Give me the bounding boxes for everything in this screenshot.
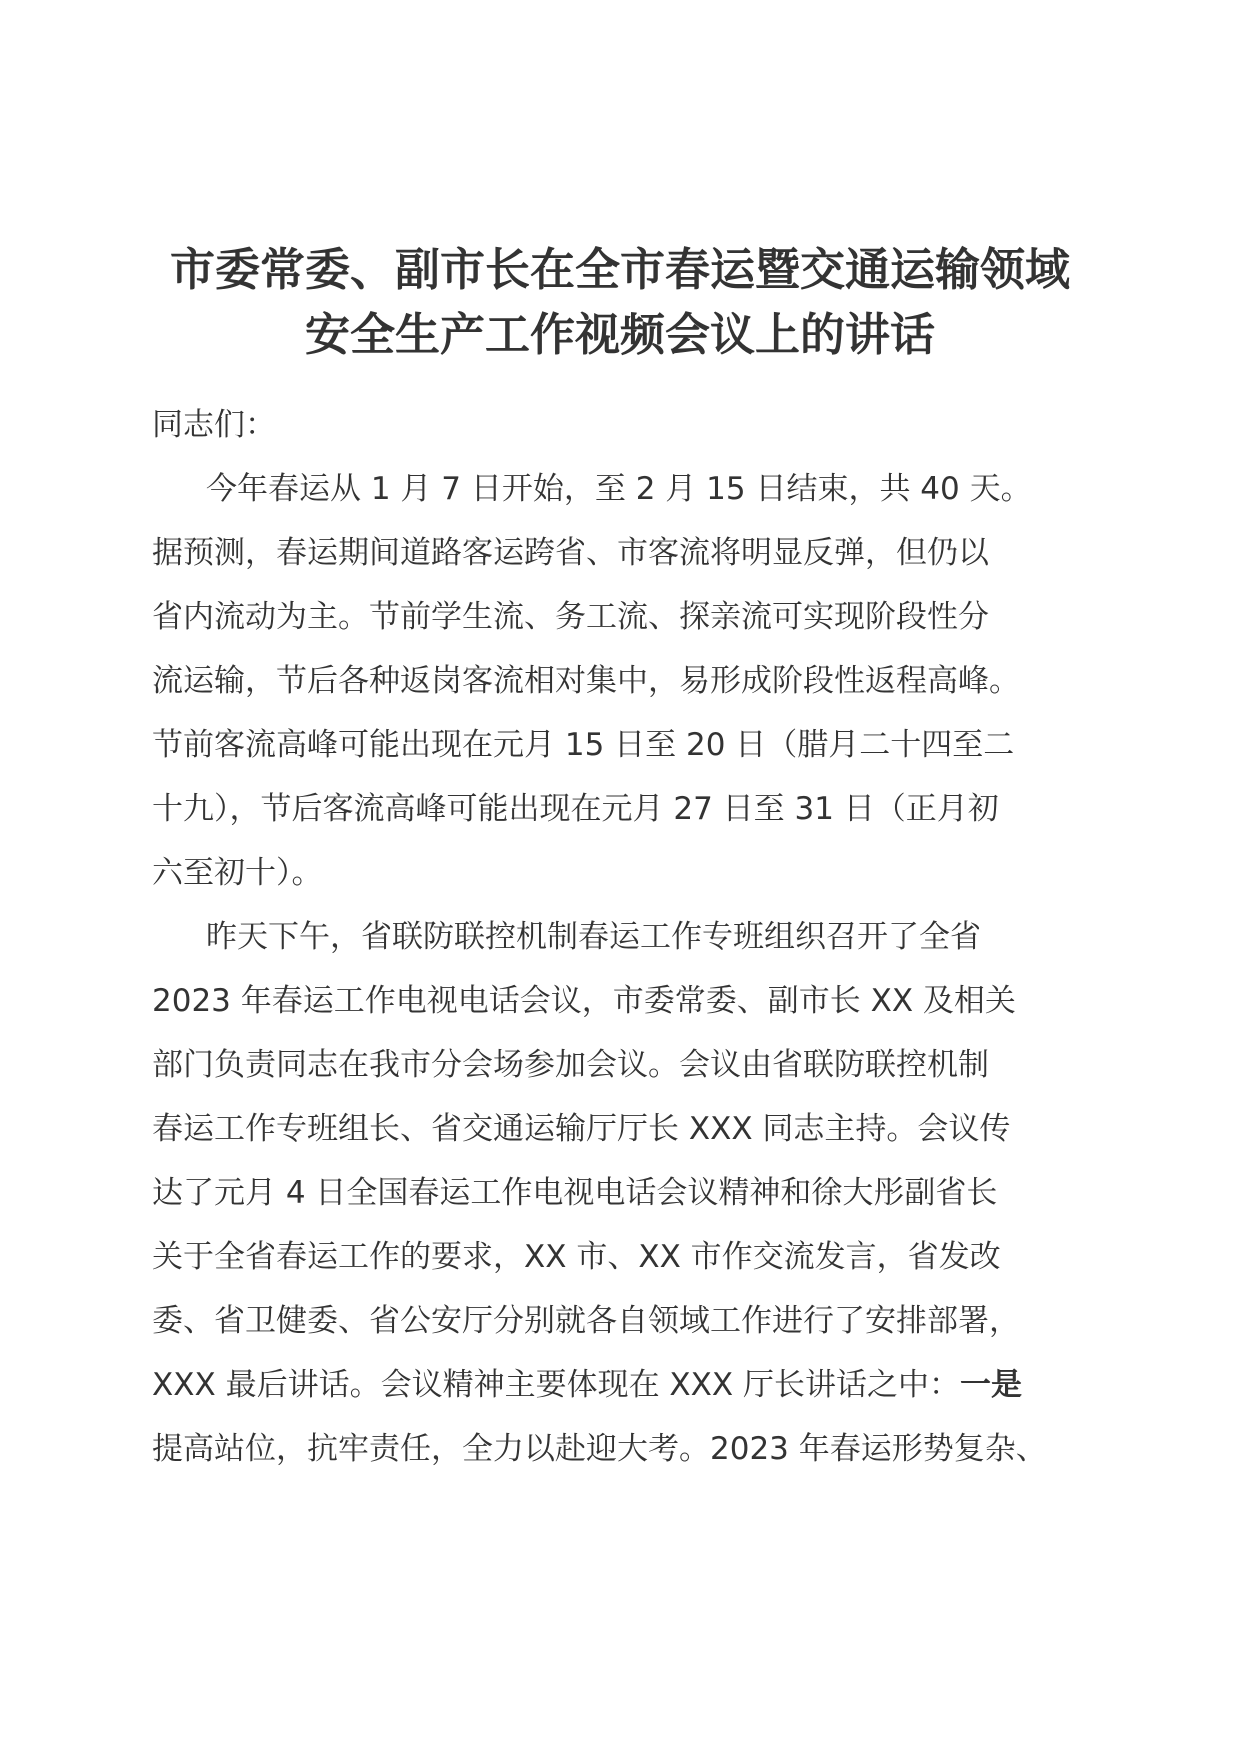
paragraph-1-line-3: 省内流动为主。节前学生流、务工流、探亲流可实现阶段性分 (152, 599, 989, 635)
paragraph-1-line-7: 六至初十）。 (152, 855, 323, 891)
paragraph-2-line-3: 部门负责同志在我市分会场参加会议。会议由省联防联控机制 (152, 1047, 989, 1083)
salutation: 同志们： (152, 407, 276, 443)
paragraph-2-line-5: 达了元月 4 日全国春运工作电视电话会议精神和徐大彤副省长 (152, 1175, 998, 1211)
paragraph-1-line-2: 据预测，春运期间道路客运跨省、市客流将明显反弹，但仍以 (152, 535, 989, 571)
document-title-line-2: 安全生产工作视频会议上的讲话 (304, 308, 935, 361)
paragraph-2-line-2: 2023 年春运工作电视电话会议，市委常委、副市长 XX 及相关 (152, 983, 1016, 1019)
document-title-line-1: 市委常委、副市长在全市春运暨交通运输领域 (169, 243, 1070, 296)
paragraph-1-line-4: 流运输，节后各种返岗客流相对集中，易形成阶段性返程高峰。 (152, 663, 1020, 699)
paragraph-1-line-6: 十九），节后客流高峰可能出现在元月 27 日至 31 日（正月初 (152, 791, 999, 827)
paragraph-2-line-9: 提高站位，抗牢责任，全力以赴迎大考。2023 年春运形势复杂、 (152, 1431, 1047, 1467)
paragraph-2-line-8 (152, 1362, 1022, 1408)
paragraph-2-line-8-text: XXX 最后讲话。会议精神主要体现在 XXX 厅长讲话之中： (152, 1367, 960, 1403)
paragraph-2-line-1: 昨天下午，省联防联控机制春运工作专班组织召开了全省 (206, 919, 981, 955)
paragraph-2-line-4: 春运工作专班组长、省交通运输厅厅长 XXX 同志主持。会议传 (152, 1111, 1011, 1147)
paragraph-2-line-7: 委、省卫健委、省公安厅分别就各自领域工作进行了安排部署， (152, 1303, 1020, 1339)
paragraph-2-line-8-emphasis: 一是 (959, 1367, 1022, 1403)
paragraph-2-line-6: 关于全省春运工作的要求，XX 市、XX 市作交流发言，省发改 (152, 1239, 1001, 1275)
paragraph-1-line-1: 今年春运从 1 月 7 日开始，至 2 月 15 日结束，共 40 天。 (206, 471, 1032, 507)
paragraph-1-line-5: 节前客流高峰可能出现在元月 15 日至 20 日（腊月二十四至二 (152, 727, 1015, 763)
